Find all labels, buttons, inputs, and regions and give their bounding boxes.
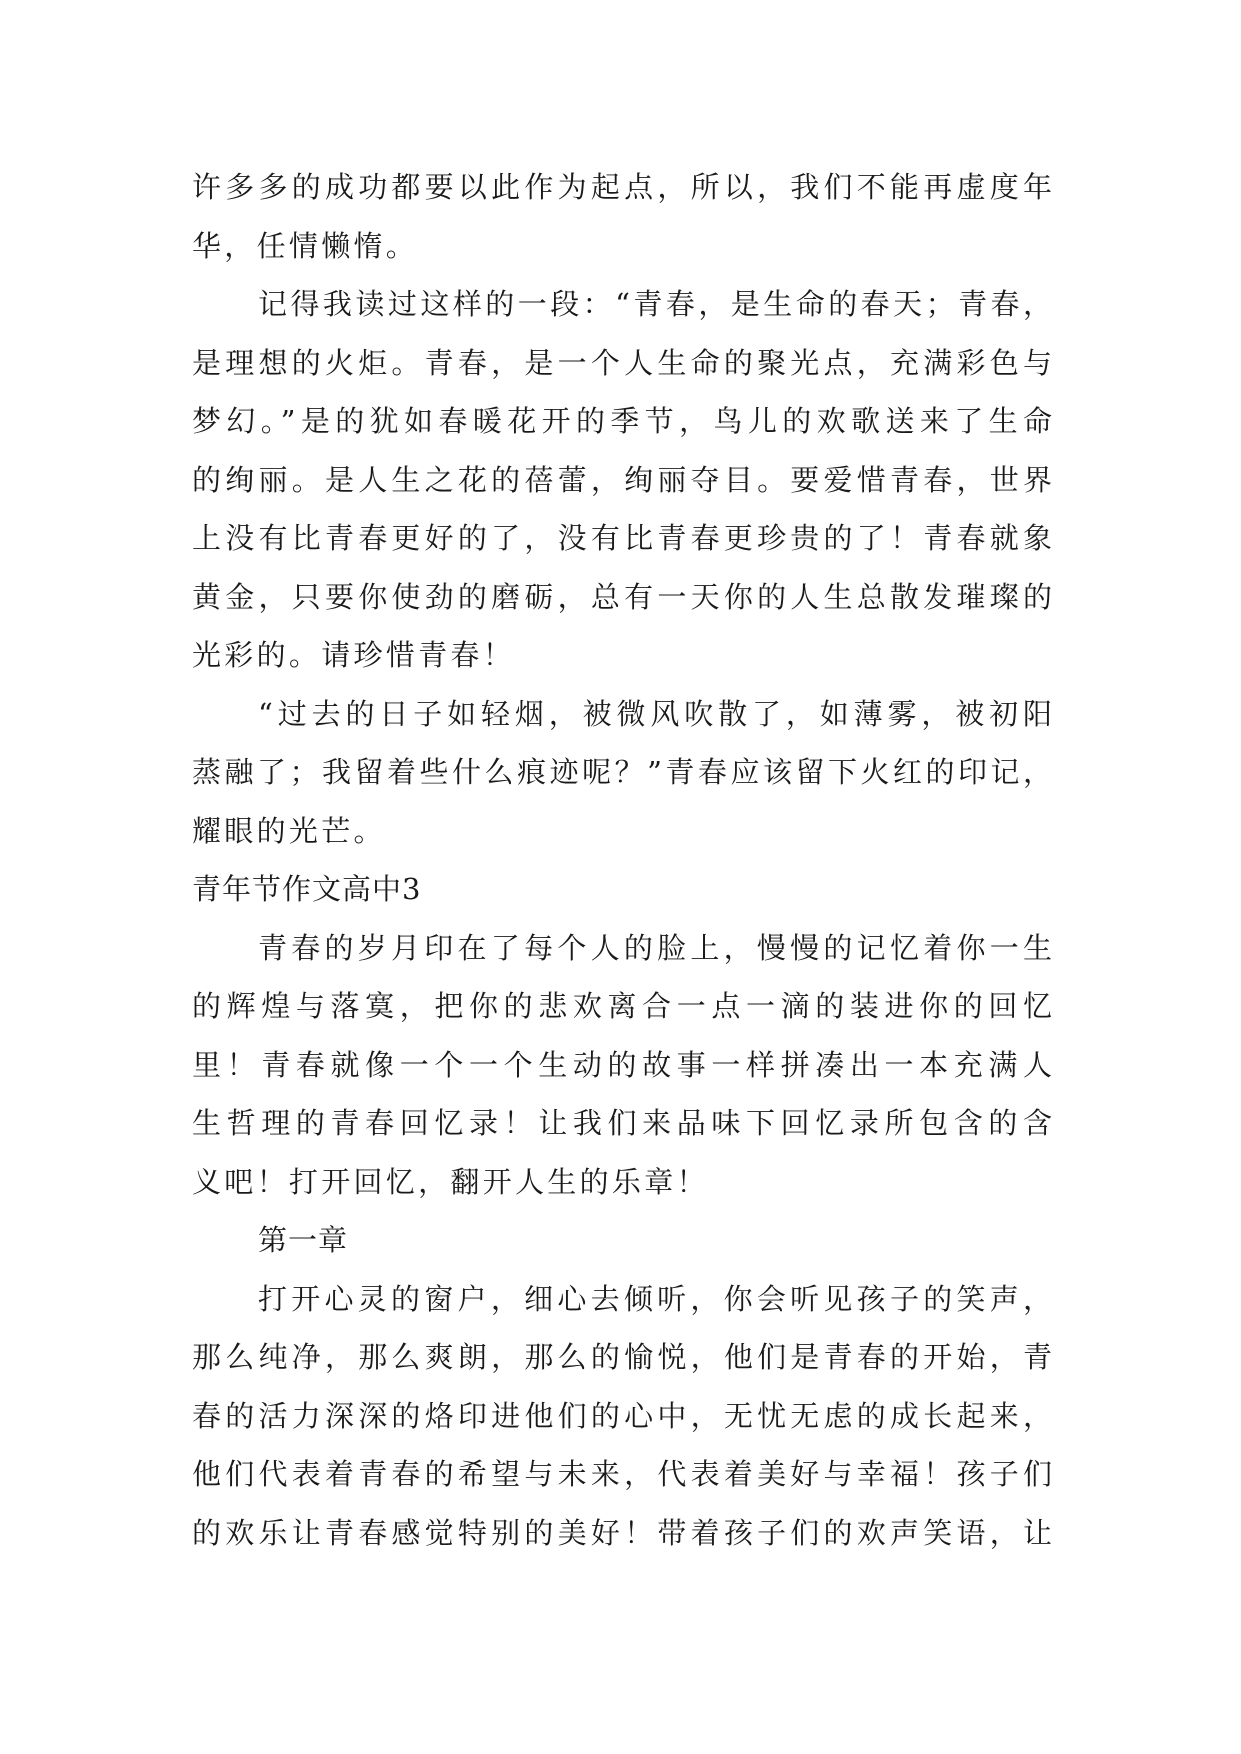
text-line: 那么纯净，那么爽朗，那么的愉悦，他们是青春的开始，青: [192, 1340, 1052, 1374]
paragraph-first-line: 青春的岁月印在了每个人的脸上，慢慢的记忆着你一生: [258, 930, 1052, 965]
text-line: 蒸融了；我留着些什么痕迹呢？”青春应该留下火红的印记，: [192, 755, 1052, 789]
text-line: 光彩的。请珍惜青春！: [192, 638, 516, 672]
text-line: 是理想的火炬。青春，是一个人生命的聚光点，充满彩色与: [192, 345, 1052, 380]
section-heading: 青年节作文高中3: [192, 872, 422, 906]
text-line: 黄金，只要你使劲的磨砺，总有一天你的人生总散发璀璨的: [192, 579, 1052, 614]
paragraph-first-line: 打开心灵的窗户，细心去倾听，你会听见孩子的笑声，: [258, 1281, 1052, 1316]
text-line: 梦幻。”是的犹如春暖花开的季节，鸟儿的欢歌送来了生命: [192, 404, 1052, 438]
text-line: 义吧！打开回忆，翻开人生的乐章！: [192, 1164, 709, 1199]
text-line: 的辉煌与落寞，把你的悲欢离合一点一滴的装进你的回忆: [192, 989, 1052, 1023]
text-line: 的欢乐让青春感觉特别的美好！带着孩子们的欢声笑语，让: [192, 1515, 1052, 1550]
text-line: 春的活力深深的烙印进他们的心中，无忧无虑的成长起来，: [192, 1398, 1052, 1433]
text-line: 里！青春就像一个一个生动的故事一样拼凑出一本充满人: [192, 1047, 1052, 1082]
text-line: 许多多的成功都要以此作为起点，所以，我们不能再虚度年: [192, 170, 1052, 204]
text-line: 耀眼的光芒。: [192, 813, 386, 848]
text-line: 的绚丽。是人生之花的蓓蕾，绚丽夺目。要爱惜青春，世界: [192, 462, 1052, 497]
text-line: 上没有比青春更好的了，没有比青春更珍贵的了！青春就象: [192, 521, 1052, 555]
text-line: 他们代表着青春的希望与未来，代表着美好与幸福！孩子们: [192, 1457, 1052, 1491]
document-page: [192, 158, 1052, 1562]
paragraph-first-line: 记得我读过这样的一段：“青春，是生命的春天；青春，: [258, 287, 1052, 321]
paragraph-first-line: “过去的日子如轻烟，被微风吹散了，如薄雾，被初阳: [258, 696, 1052, 731]
text-line: 华，任情懒惰。: [192, 228, 419, 263]
text-line: 生哲理的青春回忆录！让我们来品味下回忆录所包含的含: [192, 1106, 1052, 1140]
chapter-title: 第一章: [258, 1223, 349, 1257]
